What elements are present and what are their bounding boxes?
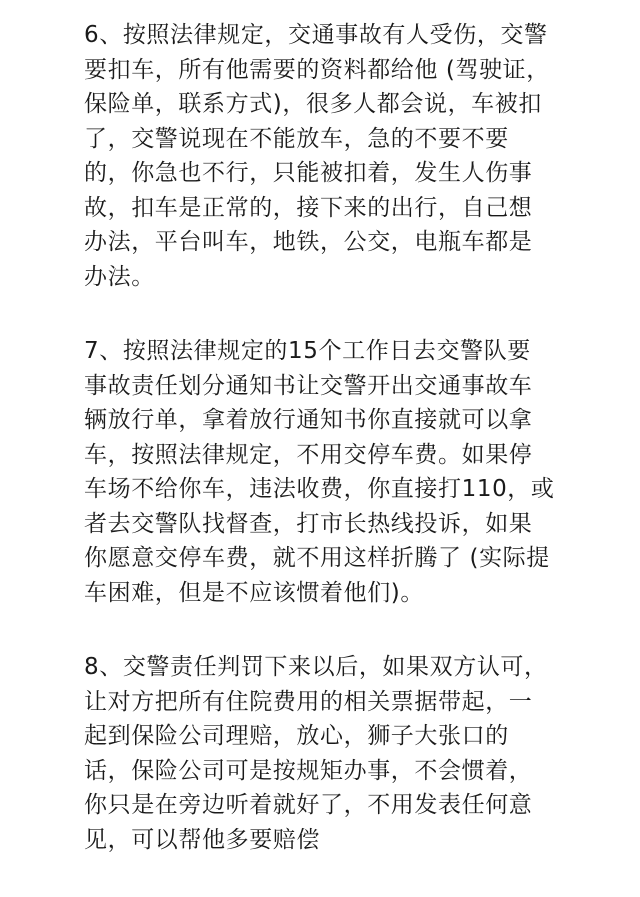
text-line: 6、按照法律规定，交通事故有人受伤，交警 — [84, 22, 548, 48]
text-line: 让对方把所有住院费用的相关票据带起，一 — [84, 688, 533, 715]
text-line: 者去交警队找督查，打市长热线投诉，如果 — [84, 510, 533, 537]
text-line: 8、交警责任判罚下来以后，如果双方认可， — [84, 654, 548, 680]
text-line: 车，按照法律规定，不用交停车费。如果停 — [84, 441, 533, 468]
text-line: 辆放行单，拿着放行通知书你直接就可以拿 — [84, 407, 533, 433]
text-line: 你只是在旁边听着就好了，不用发表任何意 — [84, 792, 533, 818]
text-line: 见，可以帮他多要赔偿 — [84, 826, 320, 853]
text-line: 起到保险公司理赔，放心，狮子大张口的 — [84, 723, 509, 749]
paragraph-8 — [84, 650, 624, 857]
text-line: 故，扣车是正常的，接下来的出行，自己想 — [84, 194, 533, 221]
text-line: 7、按照法律规定的15个工作日去交警队要 — [84, 338, 531, 364]
text-line: 话，保险公司可是按规矩办事，不会惯着， — [84, 757, 533, 784]
text-line: 车困难，但是不应该惯着他们)。 — [84, 579, 424, 606]
text-line: 要扣车，所有他需要的资料都给他 (驾驶证， — [84, 56, 550, 83]
text-line: 办法。 — [84, 263, 155, 290]
article-body — [84, 18, 624, 897]
text-line: 办法，平台叫车，地铁，公交，电瓶车都是 — [84, 229, 533, 255]
text-line: 车场不给你车，违法收费，你直接打110，或 — [84, 476, 555, 502]
paragraph-7 — [84, 334, 624, 610]
text-line: 的，你急也不行，只能被扣着，发生人伤事 — [84, 160, 533, 186]
text-line: 事故责任划分通知书让交警开出交通事故车 — [84, 372, 533, 399]
text-line: 了，交警说现在不能放车，急的不要不要 — [84, 125, 509, 152]
text-line: 保险单，联系方式)，很多人都会说，车被扣 — [84, 91, 542, 117]
paragraph-6 — [84, 18, 624, 294]
text-line: 你愿意交停车费，就不用这样折腾了 (实际提 — [84, 545, 550, 571]
